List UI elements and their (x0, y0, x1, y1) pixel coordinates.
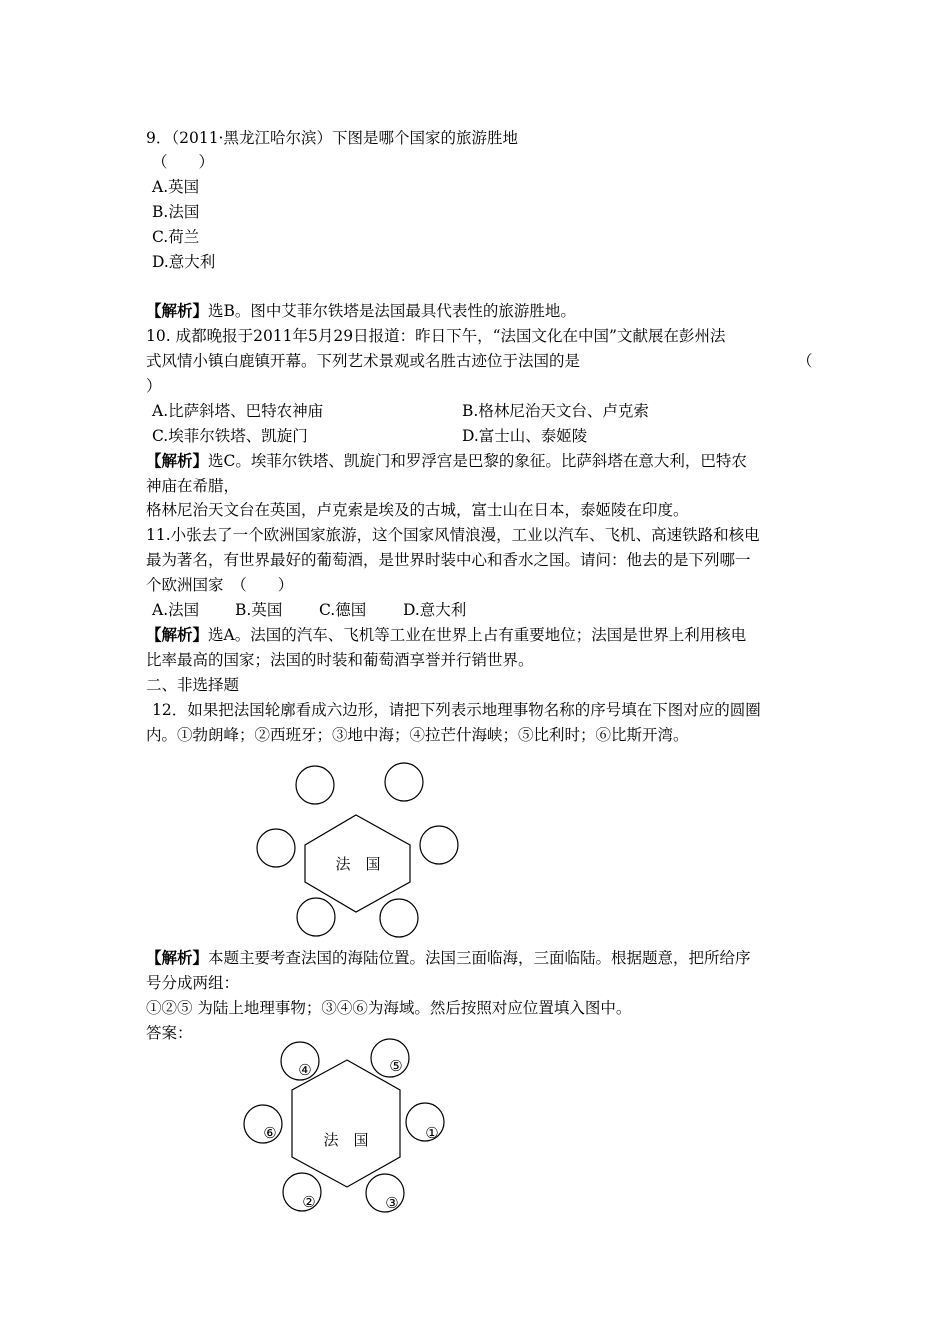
q10-stem-line1: 10. 成都晚报于2011年5月29日报道：昨日下午，“法国文化在中国”文献展在彭州法 (146, 327, 726, 345)
answer-top-right: ⑤ (389, 1057, 403, 1075)
q12-diagram-label: 法 国 (335, 855, 381, 873)
q12-analysis-line1 (146, 948, 751, 968)
q9-option-a: A.英国 (152, 178, 200, 196)
q10-option-d: D.富士山、泰姬陵 (462, 427, 588, 445)
answer-left: ⑥ (263, 1124, 277, 1142)
q10-option-c: C.埃菲尔铁塔、凯旋门 (152, 427, 308, 445)
q11-option-a: A.法国 (152, 601, 200, 619)
answer-diagram-label: 法 国 (323, 1131, 369, 1149)
q9-option-b: B.法国 (152, 203, 200, 221)
analysis-tag: 【解析】 (146, 451, 209, 470)
q12-analysis-line2: 号分成两组： (146, 974, 240, 992)
q10-paren-open: （ (797, 352, 813, 370)
blank-circle-bottom-right[interactable] (380, 899, 418, 937)
q11-stem-line3: 个欧洲国家 （ ） (146, 576, 294, 594)
q9-option-d: D.意大利 (152, 253, 216, 271)
section-heading: 二、非选择题 (146, 676, 240, 694)
q11-option-c: C.德国 (319, 601, 367, 619)
blank-circle-top-right[interactable] (385, 763, 423, 801)
q9-analysis-text: 选B。图中艾菲尔铁塔是法国最具代表性的旅游胜地。 (208, 302, 576, 320)
q12-stem-line1: 12．如果把法国轮廓看成六边形，请把下列表示地理事物名称的序号填在下图对应的圆圈 (152, 701, 761, 719)
q12-question-diagram (257, 763, 458, 937)
q10-option-b: B.格林尼治天文台、卢克索 (462, 402, 649, 420)
blank-circle-bottom-left[interactable] (297, 898, 335, 936)
q10-option-a: A.比萨斜塔、巴特农神庙 (152, 402, 324, 420)
blank-circle-right[interactable] (420, 826, 458, 864)
q9-answer-paren: （ ） (152, 153, 215, 171)
answer-label: 答案： (146, 1024, 193, 1042)
answer-right: ① (425, 1124, 439, 1142)
q10-stem-line2: 式风情小镇白鹿镇开幕。下列艺术景观或名胜古迹位于法国的是 (146, 352, 581, 370)
analysis-tag: 【解析】 (146, 301, 209, 320)
q11-stem-line2: 最为著名，有世界最好的葡萄酒，是世界时装中心和香水之国。请问：他去的是下列哪一 (146, 551, 751, 569)
q11-analysis-line2: 比率最高的国家；法国的时装和葡萄酒享誉并行销世界。 (146, 651, 534, 669)
answer-bottom-right: ③ (385, 1194, 399, 1212)
q12-analysis-text: 本题主要考查法国的海陆位置。法国三面临海，三面临陆。根据题意，把所给序 (208, 949, 751, 967)
q11-option-d: D.意大利 (403, 601, 467, 619)
answer-top-left: ④ (298, 1061, 312, 1079)
q10-analysis-text: 选C。埃菲尔铁塔、凯旋门和罗浮宫是巴黎的象征。比萨斜塔在意大利，巴特农 (208, 452, 747, 470)
blank-circle-top-left[interactable] (296, 766, 334, 804)
analysis-tag: 【解析】 (146, 948, 209, 967)
q11-option-b: B.英国 (235, 601, 283, 619)
q10-analysis-line2: 神庙在希腊， (146, 477, 240, 495)
q9-option-c: C.荷兰 (152, 228, 200, 246)
q9-stem: 9．（2011·黑龙江哈尔滨）下图是哪个国家的旅游胜地 (146, 129, 518, 147)
blank-circle-left[interactable] (257, 829, 295, 867)
q12-stem-line2: 内。①勃朗峰；②西班牙；③地中海；④拉芒什海峡；⑤比利时；⑥比斯开湾。 (146, 726, 689, 744)
q10-analysis-line3: 格林尼治天文台在英国，卢克索是埃及的古城，富士山在日本，泰姬陵在印度。 (146, 501, 689, 519)
q11-stem-line1: 11.小张去了一个欧洲国家旅游，这个国家风情浪漫，工业以汽车、飞机、高速铁路和核电 (146, 526, 760, 544)
analysis-tag: 【解析】 (146, 625, 209, 644)
answer-bottom-left: ② (302, 1193, 316, 1211)
france-hexagon-answer (292, 1060, 400, 1187)
q12-analysis-line3: ①②⑤ 为陆上地理事物；③④⑥为海域。然后按照对应位置填入图中。 (146, 999, 632, 1017)
q11-analysis-text: 选A。法国的汽车、飞机等工业在世界上占有重要地位；法国是世界上利用核电 (208, 626, 747, 644)
q10-paren-close: ） (146, 377, 162, 395)
